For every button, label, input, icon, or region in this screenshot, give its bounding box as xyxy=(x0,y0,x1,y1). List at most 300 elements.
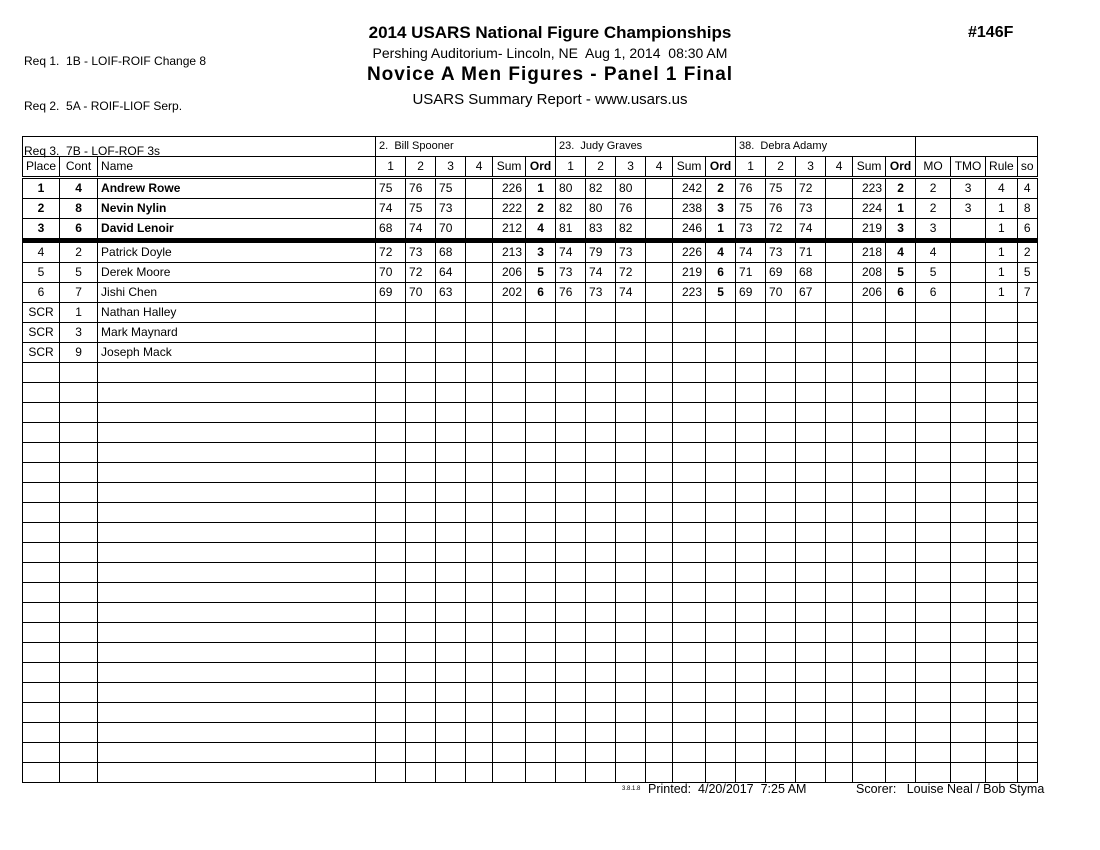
cell-mo xyxy=(916,383,951,403)
cell-score xyxy=(406,543,436,563)
cell-score xyxy=(616,723,646,743)
cell-score xyxy=(586,523,616,543)
cell-mo xyxy=(916,323,951,343)
cell-score xyxy=(826,663,853,683)
cell-sum xyxy=(493,423,526,443)
cell-place xyxy=(23,603,60,623)
cell-so xyxy=(1017,463,1037,483)
cell-cont xyxy=(60,703,98,723)
cell-rule xyxy=(986,303,1018,323)
cell-sum: 223 xyxy=(853,178,886,199)
cell-score xyxy=(646,623,673,643)
cell-ord xyxy=(526,463,556,483)
cell-tmo xyxy=(951,663,986,683)
header-figure-2: 2 xyxy=(406,157,436,178)
cell-cont xyxy=(60,523,98,543)
cell-name: Nathan Halley xyxy=(98,303,376,323)
cell-score xyxy=(556,383,586,403)
cell-score xyxy=(826,303,853,323)
cell-score xyxy=(766,743,796,763)
cell-score: 74 xyxy=(796,219,826,241)
cell-score xyxy=(556,723,586,743)
cell-score xyxy=(646,563,673,583)
header-tmo: TMO xyxy=(951,157,986,178)
cell-ord xyxy=(886,723,916,743)
cell-score xyxy=(736,723,766,743)
cell-sum xyxy=(493,503,526,523)
cell-place xyxy=(23,363,60,383)
cell-sum xyxy=(493,543,526,563)
cell-ord xyxy=(526,383,556,403)
cell-so xyxy=(1017,763,1037,783)
cell-so xyxy=(1017,323,1037,343)
cell-name xyxy=(98,423,376,443)
cell-score xyxy=(376,623,406,643)
cell-score xyxy=(736,583,766,603)
cell-ord xyxy=(526,663,556,683)
cell-score xyxy=(586,643,616,663)
cell-score: 79 xyxy=(586,241,616,263)
cell-score xyxy=(646,323,673,343)
cell-score xyxy=(796,443,826,463)
cell-score xyxy=(826,323,853,343)
cell-score xyxy=(376,463,406,483)
cell-score xyxy=(586,303,616,323)
cell-score xyxy=(586,503,616,523)
cell-score xyxy=(406,303,436,323)
software-version: 3.8.1.8 xyxy=(622,786,641,792)
cell-place: 5 xyxy=(23,263,60,283)
cell-ord xyxy=(526,703,556,723)
cell-score xyxy=(466,178,493,199)
cell-ord xyxy=(526,443,556,463)
header-sum: Sum xyxy=(853,157,886,178)
cell-score xyxy=(436,443,466,463)
cell-sum xyxy=(493,343,526,363)
cell-score: 80 xyxy=(556,178,586,199)
cell-score: 63 xyxy=(436,283,466,303)
cell-name xyxy=(98,383,376,403)
cell-rule: 1 xyxy=(986,199,1018,219)
cell-sum xyxy=(853,743,886,763)
cell-so xyxy=(1017,423,1037,443)
empty-row xyxy=(23,663,1038,683)
cell-ord xyxy=(886,323,916,343)
cell-tmo xyxy=(951,523,986,543)
cell-place xyxy=(23,423,60,443)
cell-so: 7 xyxy=(1017,283,1037,303)
cell-score xyxy=(556,303,586,323)
cell-score xyxy=(466,263,493,283)
cell-sum xyxy=(673,463,706,483)
cell-mo xyxy=(916,563,951,583)
cell-sum: 212 xyxy=(493,219,526,241)
cell-sum xyxy=(673,303,706,323)
cell-so xyxy=(1017,403,1037,423)
cell-score xyxy=(586,703,616,723)
cell-sum xyxy=(853,503,886,523)
cell-sum xyxy=(493,663,526,683)
cell-ord: 5 xyxy=(886,263,916,283)
cell-ord xyxy=(526,683,556,703)
cell-score xyxy=(586,743,616,763)
cell-score xyxy=(586,763,616,783)
cell-score xyxy=(616,483,646,503)
cell-score xyxy=(406,363,436,383)
cell-ord xyxy=(706,763,736,783)
cell-score xyxy=(766,383,796,403)
cell-score xyxy=(766,643,796,663)
cell-cont: 3 xyxy=(60,323,98,343)
cell-sum xyxy=(493,583,526,603)
empty-row xyxy=(23,603,1038,623)
cell-sum xyxy=(493,323,526,343)
cell-score xyxy=(556,463,586,483)
cell-score xyxy=(646,503,673,523)
cell-score xyxy=(406,583,436,603)
cell-name xyxy=(98,603,376,623)
cell-ord xyxy=(706,303,736,323)
cell-score xyxy=(826,723,853,743)
cell-ord xyxy=(706,643,736,663)
empty-row xyxy=(23,403,1038,423)
cell-score xyxy=(796,323,826,343)
judge-name-cell: 2. Bill Spooner xyxy=(376,137,556,157)
cell-score xyxy=(646,199,673,219)
cell-score xyxy=(586,403,616,423)
cell-score xyxy=(796,563,826,583)
cell-score xyxy=(466,443,493,463)
cell-score xyxy=(466,743,493,763)
cell-place xyxy=(23,723,60,743)
cell-tmo xyxy=(951,603,986,623)
cell-score xyxy=(436,463,466,483)
cell-mo xyxy=(916,303,951,323)
cell-mo xyxy=(916,683,951,703)
cell-ord: 5 xyxy=(706,283,736,303)
cell-ord xyxy=(526,563,556,583)
cell-score xyxy=(766,623,796,643)
cell-score xyxy=(616,683,646,703)
cell-score xyxy=(766,763,796,783)
cell-score xyxy=(616,443,646,463)
header-figure-4: 4 xyxy=(826,157,853,178)
cell-so: 8 xyxy=(1017,199,1037,219)
cell-mo xyxy=(916,523,951,543)
cell-ord xyxy=(706,603,736,623)
cell-score xyxy=(406,403,436,423)
cell-score xyxy=(616,563,646,583)
cell-score xyxy=(646,263,673,283)
cell-score xyxy=(646,603,673,623)
empty-row xyxy=(23,443,1038,463)
cell-ord: 2 xyxy=(526,199,556,219)
cell-score xyxy=(436,563,466,583)
cell-rule xyxy=(986,703,1018,723)
cell-score xyxy=(436,323,466,343)
cell-sum: 219 xyxy=(853,219,886,241)
cell-tmo xyxy=(951,543,986,563)
cell-score xyxy=(646,363,673,383)
cell-tmo xyxy=(951,241,986,263)
cell-score: 75 xyxy=(766,178,796,199)
cell-score xyxy=(556,643,586,663)
cell-sum xyxy=(493,463,526,483)
cell-score xyxy=(736,463,766,483)
cell-cont: 1 xyxy=(60,303,98,323)
header-mo: MO xyxy=(916,157,951,178)
cell-score xyxy=(766,323,796,343)
cell-tmo xyxy=(951,483,986,503)
cell-sum xyxy=(673,543,706,563)
cell-score xyxy=(556,623,586,643)
cell-score xyxy=(736,383,766,403)
cell-rule xyxy=(986,763,1018,783)
header-figure-2: 2 xyxy=(766,157,796,178)
cell-score: 76 xyxy=(736,178,766,199)
cell-score: 72 xyxy=(796,178,826,199)
cell-sum xyxy=(673,323,706,343)
cell-score xyxy=(466,543,493,563)
cell-score xyxy=(646,703,673,723)
cell-score: 64 xyxy=(436,263,466,283)
cell-score xyxy=(616,323,646,343)
cell-score xyxy=(766,663,796,683)
cell-cont xyxy=(60,543,98,563)
cell-score xyxy=(376,583,406,603)
cell-sum xyxy=(673,343,706,363)
cell-name xyxy=(98,643,376,663)
cell-sum xyxy=(673,403,706,423)
cell-ord xyxy=(706,423,736,443)
cell-sum: 246 xyxy=(673,219,706,241)
cell-tmo xyxy=(951,683,986,703)
cell-so xyxy=(1017,443,1037,463)
report-title: 2014 USARS National Figure Championships xyxy=(368,23,732,42)
cell-score xyxy=(646,343,673,363)
cell-ord xyxy=(706,443,736,463)
cell-so: 5 xyxy=(1017,263,1037,283)
cell-name xyxy=(98,483,376,503)
cell-score xyxy=(436,403,466,423)
cell-name xyxy=(98,563,376,583)
cell-score xyxy=(466,463,493,483)
header-figure-3: 3 xyxy=(616,157,646,178)
cell-score xyxy=(796,623,826,643)
cell-score xyxy=(766,443,796,463)
cell-cont xyxy=(60,483,98,503)
cell-rule xyxy=(986,363,1018,383)
cell-score xyxy=(616,463,646,483)
cell-sum xyxy=(673,623,706,643)
cell-score xyxy=(466,483,493,503)
cell-name xyxy=(98,763,376,783)
cell-score xyxy=(466,663,493,683)
cell-ord xyxy=(526,363,556,383)
cell-cont xyxy=(60,423,98,443)
cell-tmo xyxy=(951,583,986,603)
cell-score xyxy=(796,483,826,503)
cell-mo: 2 xyxy=(916,178,951,199)
cell-sum xyxy=(493,563,526,583)
cell-tmo xyxy=(951,303,986,323)
table-row xyxy=(23,323,1038,343)
table-row xyxy=(23,283,1038,303)
cell-ord xyxy=(526,603,556,623)
cell-score: 73 xyxy=(616,241,646,263)
cell-sum xyxy=(853,543,886,563)
cell-cont xyxy=(60,383,98,403)
cell-cont xyxy=(60,363,98,383)
cell-rule xyxy=(986,723,1018,743)
cell-score xyxy=(436,583,466,603)
cell-score xyxy=(736,523,766,543)
cell-ord: 6 xyxy=(526,283,556,303)
cell-ord xyxy=(886,563,916,583)
cell-cont xyxy=(60,603,98,623)
cell-tmo xyxy=(951,643,986,663)
cell-score xyxy=(616,403,646,423)
cell-ord xyxy=(706,663,736,683)
cell-ord xyxy=(886,483,916,503)
cell-sum xyxy=(673,383,706,403)
cell-name: Patrick Doyle xyxy=(98,241,376,263)
cell-sum xyxy=(853,423,886,443)
header-so: so xyxy=(1017,157,1037,178)
cell-name xyxy=(98,583,376,603)
cell-ord xyxy=(706,743,736,763)
empty-row xyxy=(23,623,1038,643)
empty-row xyxy=(23,583,1038,603)
cell-name: Mark Maynard xyxy=(98,323,376,343)
table-row xyxy=(23,219,1038,241)
cell-score xyxy=(616,303,646,323)
cell-so xyxy=(1017,683,1037,703)
cell-so xyxy=(1017,303,1037,323)
cell-place xyxy=(23,483,60,503)
cell-mo xyxy=(916,603,951,623)
cell-score xyxy=(736,623,766,643)
cell-score xyxy=(436,483,466,503)
cell-sum xyxy=(673,583,706,603)
cell-ord xyxy=(706,403,736,423)
cell-score: 76 xyxy=(556,283,586,303)
table-row xyxy=(23,303,1038,323)
cell-score xyxy=(646,583,673,603)
cell-sum xyxy=(853,443,886,463)
empty-row xyxy=(23,483,1038,503)
empty-row xyxy=(23,763,1038,783)
cell-sum xyxy=(853,683,886,703)
cell-sum xyxy=(493,363,526,383)
cell-rule xyxy=(986,523,1018,543)
cell-score: 68 xyxy=(436,241,466,263)
cell-so xyxy=(1017,343,1037,363)
cell-ord xyxy=(886,343,916,363)
cell-tmo xyxy=(951,343,986,363)
venue-date-line: Pershing Auditorium- Lincoln, NE Aug 1, 2014 08:30 AM xyxy=(372,45,728,61)
cell-score xyxy=(406,503,436,523)
cell-place xyxy=(23,403,60,423)
requirement-line: Req 1. 1B - LOIF-ROIF Change 8 xyxy=(24,54,207,68)
cell-ord xyxy=(886,303,916,323)
cell-rule xyxy=(986,503,1018,523)
cell-mo xyxy=(916,463,951,483)
cell-rule xyxy=(986,583,1018,603)
cell-sum xyxy=(493,403,526,423)
cell-sum xyxy=(853,583,886,603)
cell-so xyxy=(1017,383,1037,403)
cell-mo: 6 xyxy=(916,283,951,303)
cell-mo xyxy=(916,663,951,683)
empty-row xyxy=(23,463,1038,483)
cell-sum xyxy=(853,323,886,343)
cell-ord: 4 xyxy=(526,219,556,241)
cell-score xyxy=(736,563,766,583)
cell-score xyxy=(796,583,826,603)
cell-score xyxy=(796,683,826,703)
cell-score xyxy=(556,343,586,363)
cell-ord xyxy=(526,483,556,503)
cell-ord xyxy=(526,763,556,783)
cell-score xyxy=(376,363,406,383)
cell-score xyxy=(796,463,826,483)
cell-score xyxy=(646,643,673,663)
scorer-credit: Scorer: Louise Neal / Bob Styma xyxy=(856,782,1045,796)
cell-score xyxy=(376,703,406,723)
cell-tmo xyxy=(951,323,986,343)
cell-name: Andrew Rowe xyxy=(98,178,376,199)
cell-score xyxy=(376,303,406,323)
cell-score xyxy=(436,723,466,743)
cell-ord xyxy=(706,363,736,383)
cell-place: SCR xyxy=(23,323,60,343)
cell-score xyxy=(556,363,586,383)
cell-score xyxy=(616,603,646,623)
cell-score: 82 xyxy=(586,178,616,199)
cell-score xyxy=(646,763,673,783)
cell-score xyxy=(376,443,406,463)
cell-name: Jishi Chen xyxy=(98,283,376,303)
cell-ord xyxy=(526,423,556,443)
cell-sum: 226 xyxy=(493,178,526,199)
cell-sum xyxy=(853,483,886,503)
cell-score xyxy=(796,343,826,363)
cell-tmo xyxy=(951,263,986,283)
cell-score xyxy=(406,643,436,663)
cell-score xyxy=(436,703,466,723)
cell-sum: 224 xyxy=(853,199,886,219)
cell-name xyxy=(98,623,376,643)
cell-sum xyxy=(673,503,706,523)
cell-score xyxy=(616,743,646,763)
cell-score xyxy=(736,343,766,363)
cell-score xyxy=(556,663,586,683)
cell-score: 69 xyxy=(736,283,766,303)
cell-score xyxy=(766,303,796,323)
cell-score xyxy=(736,423,766,443)
spacer-cell xyxy=(916,137,1038,157)
cell-score xyxy=(376,323,406,343)
cell-score xyxy=(586,463,616,483)
cell-score: 74 xyxy=(616,283,646,303)
cell-score: 75 xyxy=(436,178,466,199)
cell-score xyxy=(466,643,493,663)
cell-cont xyxy=(60,663,98,683)
cell-score xyxy=(616,583,646,603)
cell-score: 73 xyxy=(586,283,616,303)
event-number: #146F xyxy=(968,24,1014,41)
